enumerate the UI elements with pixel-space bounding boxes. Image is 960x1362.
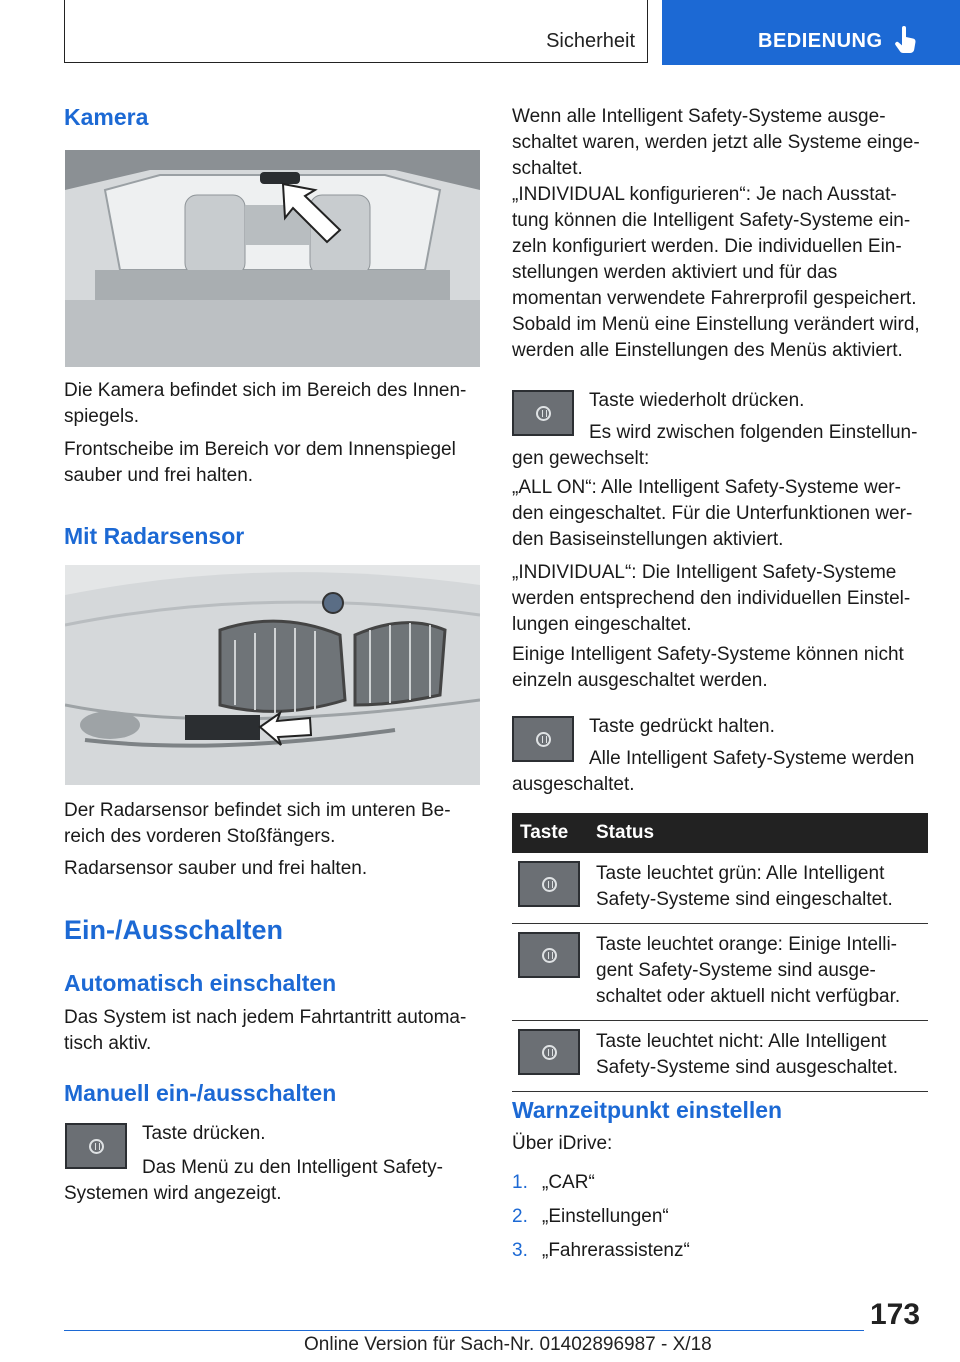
ein-ausschalten-heading: Ein-/Ausschalten (64, 915, 284, 945)
status-table (512, 813, 928, 1092)
col-status-header: Status (588, 813, 928, 853)
table-row (512, 924, 928, 1021)
btn1-text-2a: Es wird zwischen folgenden Einstellun- (589, 422, 918, 443)
steps-list (512, 1170, 690, 1272)
step-text: „Fahrerassistenz“ (542, 1240, 690, 1261)
radar-text-2: Radarsensor sauber und frei halten. (64, 858, 368, 879)
step-number: 1. (512, 1172, 528, 1193)
safety-button-green-icon (518, 861, 580, 907)
pointing-hand-icon (894, 26, 918, 54)
radar-heading: Mit Radarsensor (64, 523, 245, 549)
btn2-text-2a: Alle Intelligent Safety-Systeme werden (589, 748, 915, 769)
manuell-text-2b: Systemen wird angezeigt. (64, 1183, 282, 1204)
step-number: 2. (512, 1206, 528, 1227)
status-table-header (512, 813, 928, 853)
safety-button-icon (512, 716, 574, 762)
right-text-1: Wenn alle Intelligent Safety-Systeme ausge- schaltet waren, werden jetzt alle Systeme einge- schaltet. (512, 106, 920, 179)
btn1-text-1: Taste wiederholt drücken. (589, 390, 805, 411)
warnzeitpunkt-text: Über iDrive: (512, 1133, 613, 1154)
radar-location-image (65, 565, 480, 785)
right-text-4: „INDIVIDUAL“: Die Intelligent Safety-Systeme werden entsprechend den individuellen Einstel- lungen eingeschaltet. (512, 562, 911, 635)
list-item (512, 1170, 690, 1204)
automatisch-text: Das System ist nach jedem Fahrtantritt automa- tisch aktiv. (64, 1007, 467, 1054)
footer-version-text: Online Version für Sach-Nr. 01402896987 - X/18 (304, 1334, 712, 1355)
right-text-2: „INDIVIDUAL konfigurieren“: Je nach Ausstat- tung können die Intelligent Safety-Systeme ein- zeln konfiguriert werden. Die individuellen Ein- stellungen werden aktiviert und für das momentan verwendete Fahrerprofil gespeichert. Sobald im Menü eine Einstellung verändert wird, werden alle Einstellungen des Menüs aktiviert. (512, 184, 920, 361)
safety-button-orange-icon (518, 932, 580, 978)
radar-text-1: Der Radarsensor befindet sich im unteren Be- reich des vorderen Stoßfängers. (64, 800, 451, 847)
right-text-5: Einige Intelligent Safety-Systeme können nicht einzeln ausgeschaltet werden. (512, 644, 904, 691)
step-text: „Einstellungen“ (542, 1206, 669, 1227)
status-text: Taste leuchtet orange: Einige Intelli- gent Safety-Systeme sind ausge- schaltet oder aktuell nicht verfügbar. (588, 924, 928, 1021)
table-row (512, 853, 928, 924)
safety-button-icon (512, 390, 574, 436)
status-text: Taste leuchtet nicht: Alle Intelligent Safety-Systeme sind ausgeschaltet. (588, 1021, 928, 1092)
page-number: 173 (870, 1298, 921, 1331)
footer-divider (64, 1330, 864, 1331)
header-chapter-tab (662, 0, 960, 65)
header-section-label: Sicherheit (546, 30, 635, 52)
btn2-text-2b: ausgeschaltet. (512, 774, 635, 795)
step-text: „CAR“ (542, 1172, 595, 1193)
step-number: 3. (512, 1240, 528, 1261)
kamera-heading: Kamera (64, 104, 149, 130)
safety-button-icon (65, 1123, 127, 1169)
safety-button-off-icon (518, 1029, 580, 1075)
kamera-text-1: Die Kamera befindet sich im Bereich des Innen- spiegels. (64, 380, 467, 427)
camera-location-image (65, 150, 480, 367)
table-row (512, 1021, 928, 1092)
warnzeitpunkt-heading: Warnzeitpunkt einstellen (512, 1097, 783, 1123)
status-text: Taste leuchtet grün: Alle Intelligent Safety-Systeme sind eingeschaltet. (588, 853, 928, 924)
manuell-heading: Manuell ein-/ausschalten (64, 1080, 337, 1106)
btn1-text-2b: gen gewechselt: (512, 448, 650, 469)
automatisch-heading: Automatisch einschalten (64, 970, 337, 996)
header-section-box (64, 0, 648, 63)
list-item (512, 1238, 690, 1272)
list-item (512, 1204, 690, 1238)
right-text-3: „ALL ON“: Alle Intelligent Safety-Systeme wer- den eingeschaltet. Für die Unterfunktionen wer- den Basiseinstellungen aktiviert. (512, 477, 913, 550)
manuell-text-2a: Das Menü zu den Intelligent Safety- (142, 1157, 444, 1178)
manuell-text-1: Taste drücken. (142, 1123, 266, 1144)
car-front-illustration (65, 565, 480, 785)
header-chapter-label: BEDIENUNG (758, 30, 883, 52)
btn2-text-1: Taste gedrückt halten. (589, 716, 775, 737)
kamera-text-2: Frontscheibe im Bereich vor dem Innenspiegel sauber und frei halten. (64, 439, 456, 486)
car-interior-illustration (65, 150, 480, 367)
col-taste-header: Taste (512, 813, 588, 853)
